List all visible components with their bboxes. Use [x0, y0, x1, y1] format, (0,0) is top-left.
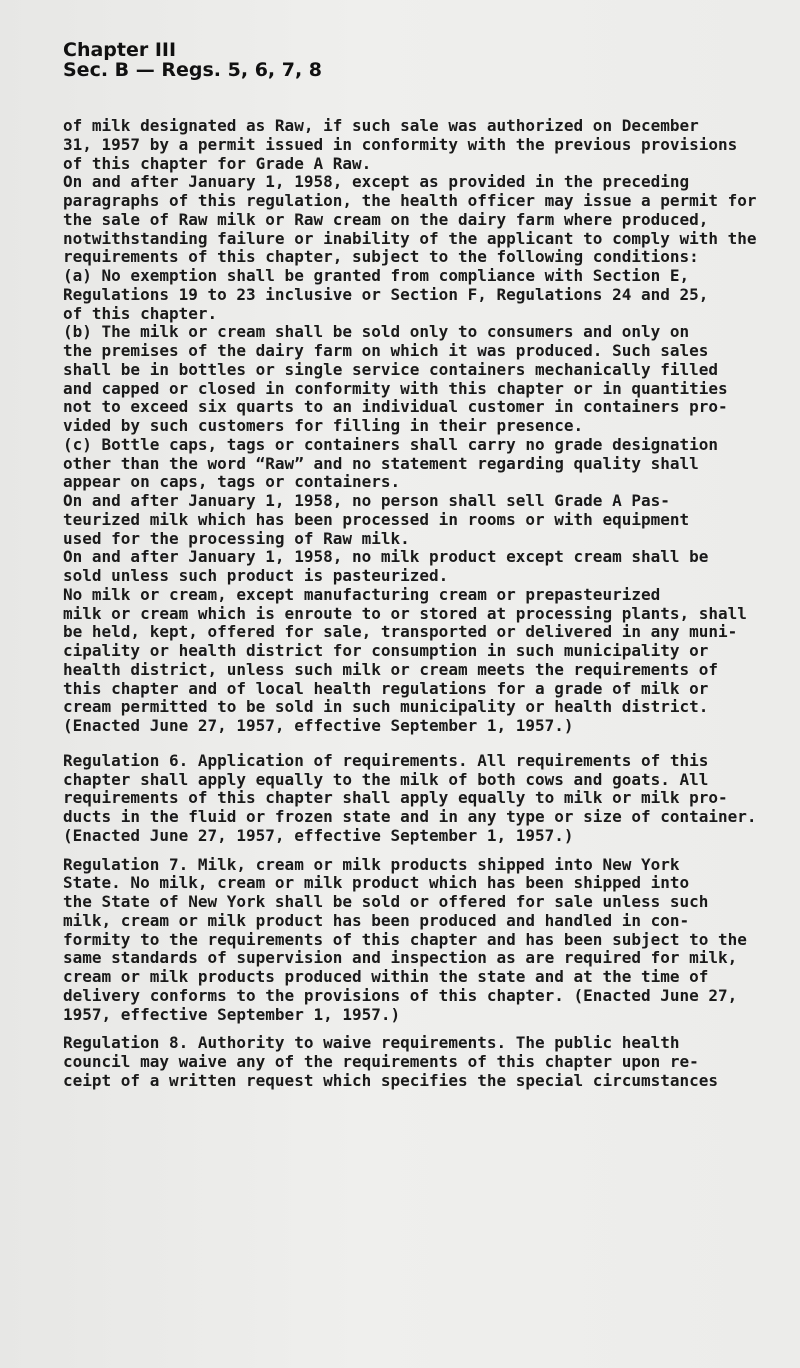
text-line: Regulation 7. Milk, cream or milk products shipped into New York [63, 854, 680, 874]
regulation-text [63, 116, 757, 1091]
text-line: cream permitted to be sold in such municipality or health district. [63, 697, 709, 717]
text-line: (Enacted June 27, 1957, effective September 1, 1957.) [63, 825, 574, 845]
text-line: council may waive any of the requirements of this chapter upon re- [63, 1052, 699, 1071]
text-line: the sale of Raw milk or Raw cream on the dairy farm where produced, [63, 209, 709, 229]
text-line: On and after January 1, 1958, except as provided in the preceding [63, 172, 690, 192]
text-line: same standards of supervision and inspection as are required for milk, [63, 948, 738, 968]
text-line: shall be in bottles or single service containers mechanically filled [63, 359, 719, 379]
chapter-heading: Chapter III [63, 39, 177, 61]
text-line: not to exceed six quarts to an individual customer in containers pro- [63, 397, 728, 417]
text-line: of this chapter for Grade A Raw. [63, 153, 372, 173]
text-line: vided by such customers for filling in their presence. [63, 416, 584, 435]
text-line: No milk or cream, except manufacturing cream or prepasteurized [63, 584, 661, 604]
text-line: of this chapter. [63, 303, 218, 323]
text-line: be held, kept, offered for sale, transported or delivered in any muni- [63, 622, 738, 642]
text-line: used for the processing of Raw milk. [63, 528, 410, 548]
text-line: Regulation 6. Application of requirements. All requirements of this [63, 750, 709, 770]
text-line: milk, cream or milk product has been produced and handled in con- [63, 910, 690, 930]
text-line: delivery conforms to the provisions of this chapter. (Enacted June 27, [63, 985, 738, 1005]
text-line: sold unless such product is pasteurized. [63, 566, 449, 585]
text-line: (c) Bottle caps, tags or containers shall carry no grade designation [63, 434, 719, 454]
text-line: cipality or health district for consumption in such municipality or [63, 641, 709, 660]
text-line: On and after January 1, 1958, no milk product except cream shall be [63, 547, 709, 567]
text-line: On and after January 1, 1958, no person shall sell Grade A Pas- [63, 491, 670, 510]
text-line: chapter shall apply equally to the milk of both cows and goats. All [63, 769, 709, 789]
text-line: of milk designated as Raw, if such sale was authorized on December [63, 116, 699, 135]
running-header [63, 40, 322, 80]
text-line: (Enacted June 27, 1957, effective September 1, 1957.) [63, 716, 574, 735]
text-line: Regulation 8. Authority to waive requirements. The public health [63, 1033, 680, 1053]
text-line: teurized milk which has been processed in rooms or with equipment [63, 509, 690, 529]
text-line: this chapter and of local health regulations for a grade of milk or [63, 678, 709, 698]
text-line: and capped or closed in conformity with this chapter or in quantities [63, 378, 728, 398]
text-line: the premises of the dairy farm on which it was produced. Such sales [63, 341, 709, 360]
text-line: appear on caps, tags or containers. [63, 472, 401, 492]
text-line: ducts in the fluid or frozen state and in any type or size of container. [63, 807, 757, 826]
text-line: Regulations 19 to 23 inclusive or Section F, Regulations 24 and 25, [63, 284, 709, 304]
paragraph-gap [63, 736, 753, 752]
text-line: the State of New York shall be sold or offered for sale unless such [63, 892, 709, 911]
text-line: State. No milk, cream or milk product which has been shipped into [63, 873, 690, 893]
text-line: health district, unless such milk or cream meets the requirements of [63, 659, 719, 679]
text-line: milk or cream which is enroute to or stored at processing plants, shall [63, 603, 747, 623]
text-line: cream or milk products produced within the state and at the time of [63, 967, 709, 986]
text-line: (a) No exemption shall be granted from compliance with Section E, [63, 266, 690, 285]
text-line: notwithstanding failure or inability of the applicant to comply with the [63, 228, 757, 248]
text-line: (b) The milk or cream shall be sold only to consumers and only on [63, 322, 690, 342]
text-line: formity to the requirements of this chapter and has been subject to the [63, 929, 747, 949]
text-line: 31, 1957 by a permit issued in conformity with the previous provisions [63, 134, 738, 154]
paragraph-gap [63, 846, 753, 856]
text-line: requirements of this chapter, subject to the following conditions: [63, 247, 699, 267]
section-heading: Sec. B — Regs. 5, 6, 7, 8 [63, 59, 323, 81]
text-line: 1957, effective September 1, 1957.) [63, 1004, 401, 1024]
text-line: ceipt of a written request which specifies the special circumstances [63, 1070, 719, 1090]
text-line: paragraphs of this regulation, the health officer may issue a permit for [63, 191, 757, 210]
text-line: requirements of this chapter shall apply equally to milk or milk pro- [63, 788, 728, 808]
text-line: other than the word “Raw” and no statement regarding quality shall [63, 453, 699, 473]
